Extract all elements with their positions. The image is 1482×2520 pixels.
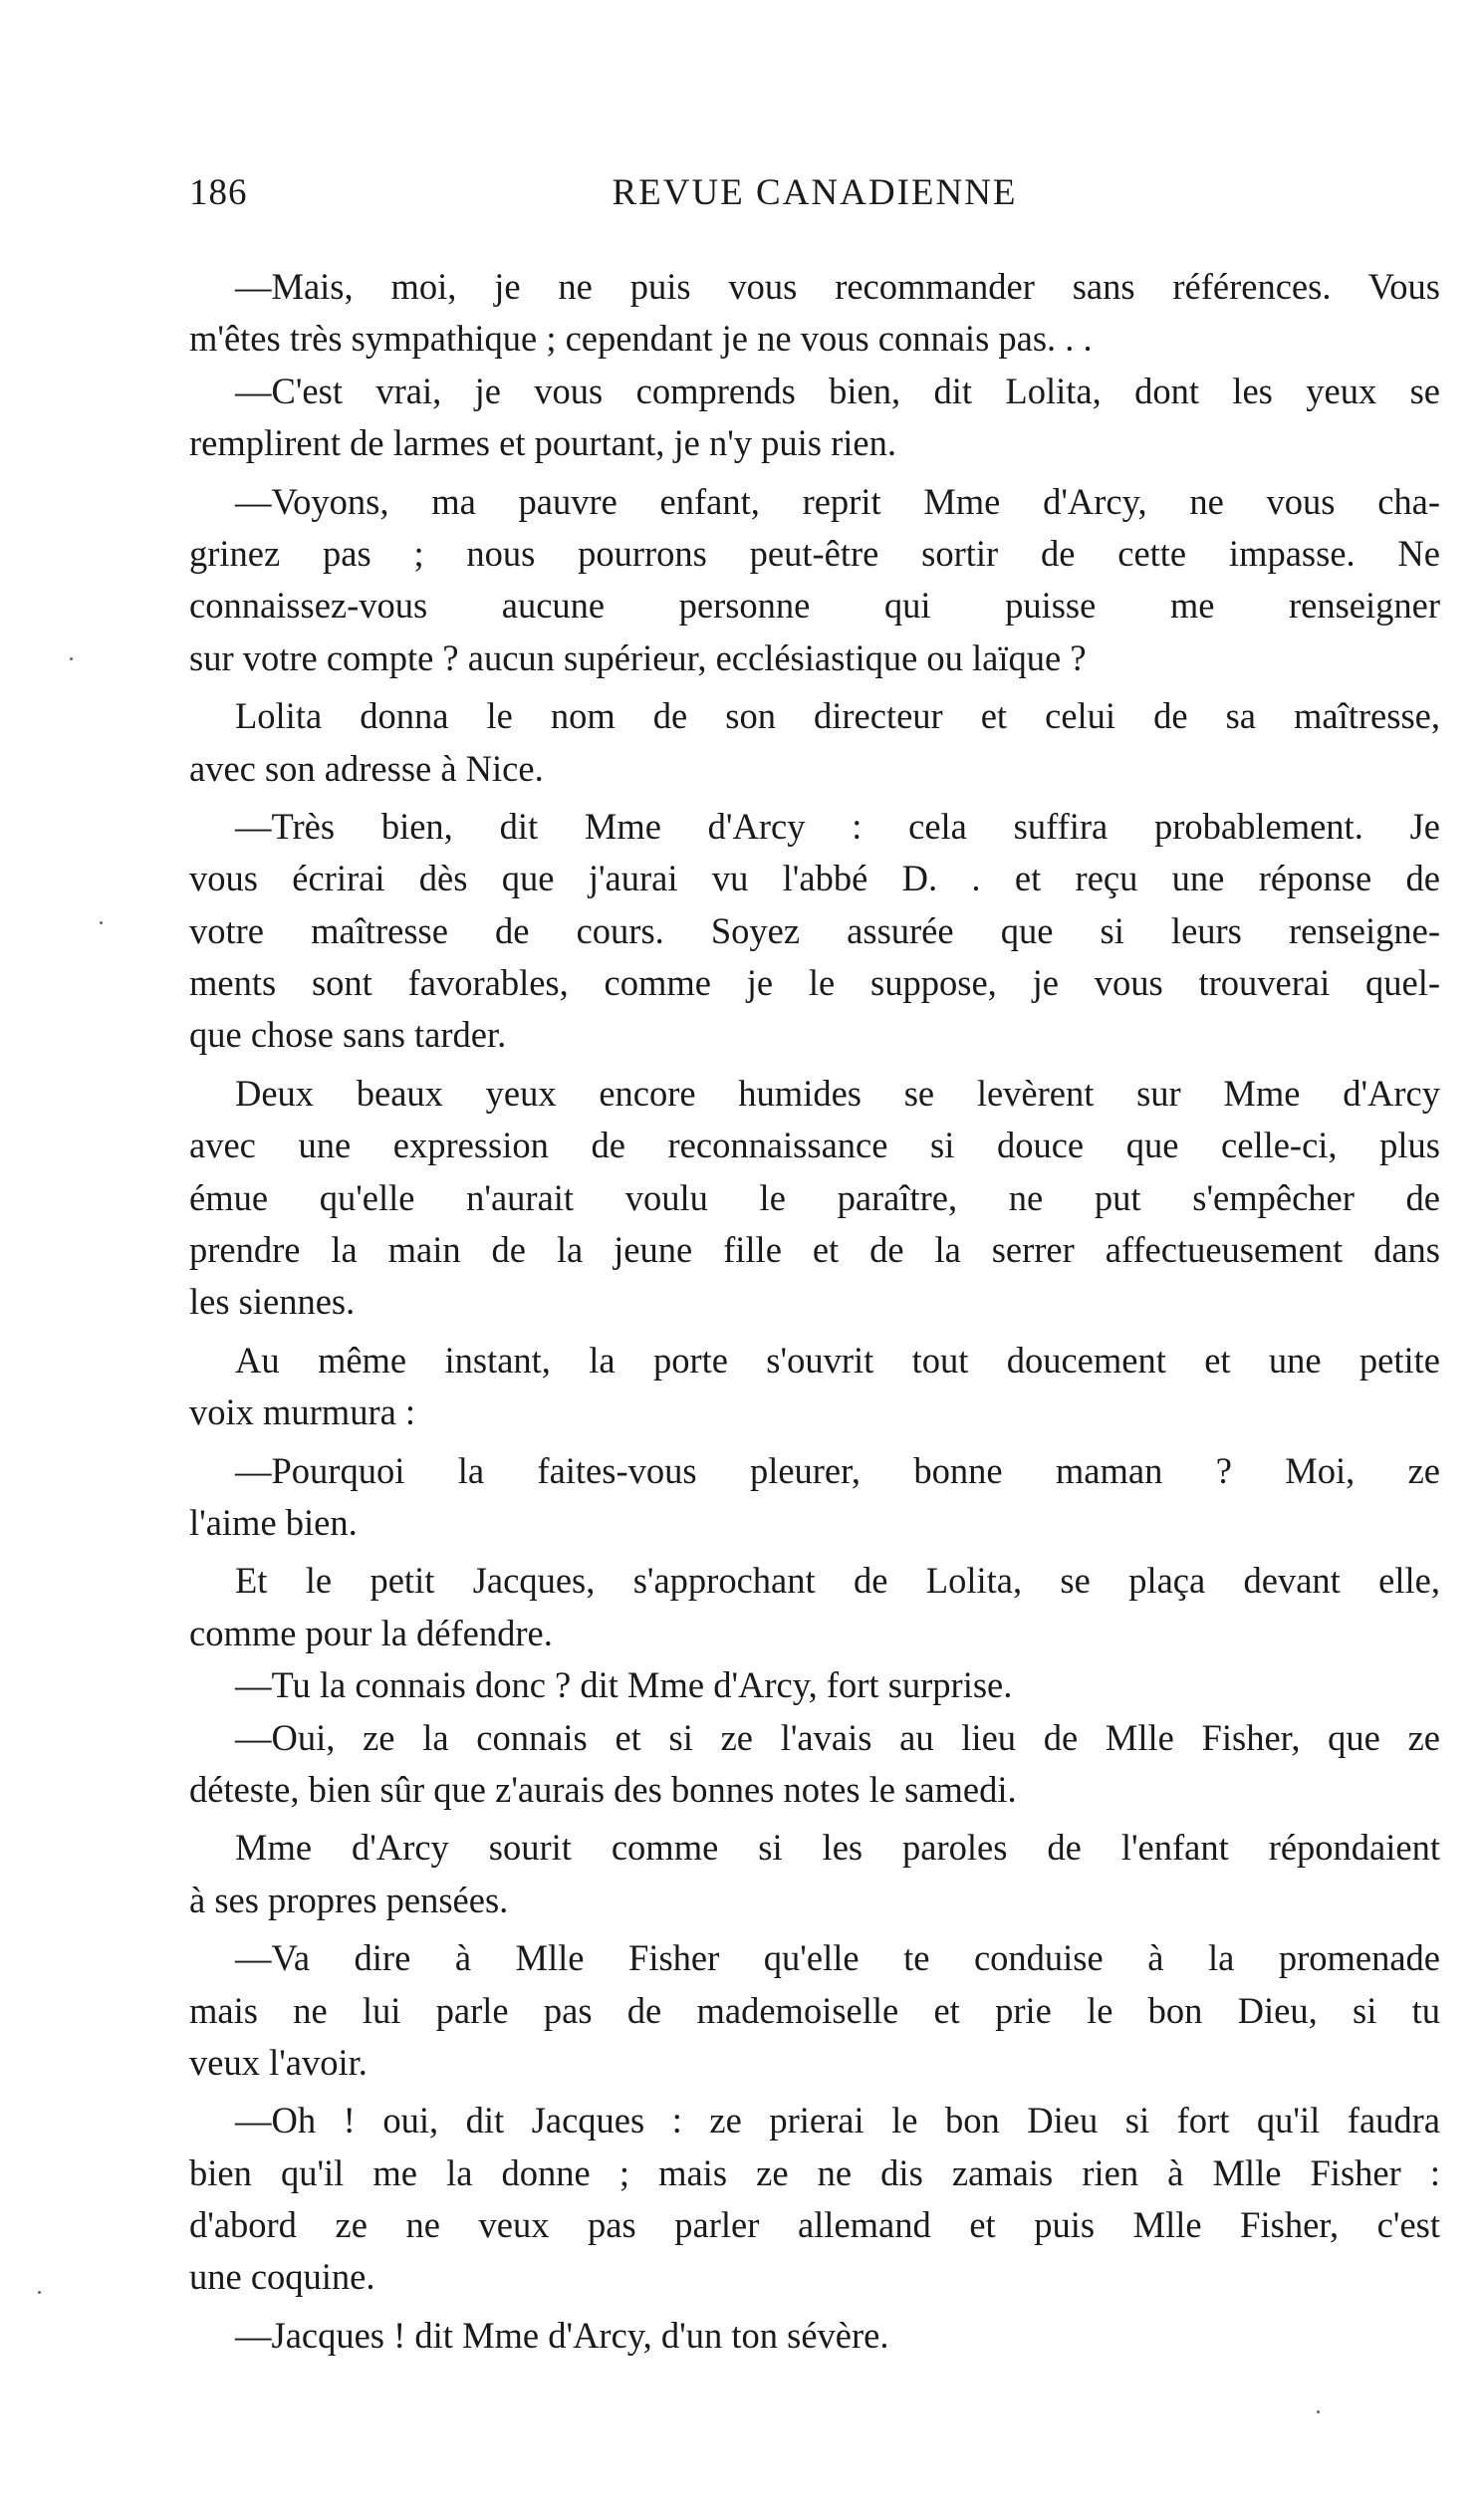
- page-number: 186: [189, 172, 248, 213]
- text-line: —Voyons, ma pauvre enfant, reprit Mme d'Arcy, ne vous cha-: [235, 480, 1440, 522]
- text-line: que chose sans tarder.: [189, 1014, 507, 1056]
- text-line: Lolita donna le nom de son directeur et celui de sa maîtresse,: [235, 695, 1440, 737]
- text-line: veux l'avoir.: [189, 2041, 368, 2083]
- text-line: Deux beaux yeux encore humides se levèrent sur Mme d'Arcy: [235, 1072, 1440, 1114]
- text-line: à ses propres pensées.: [189, 1879, 509, 1920]
- text-line: vous écrirai dès que j'aurai vu l'abbé D. . et reçu une réponse de: [189, 858, 1440, 899]
- text-line: sur votre compte ? aucun supérieur, ecclésiastique ou laïque ?: [189, 636, 1087, 678]
- text-line: bien qu'il me la donne ; mais ze ne dis zamais rien à Mlle Fisher :: [189, 2151, 1440, 2193]
- text-line: remplirent de larmes et pourtant, je n'y puis rien.: [189, 422, 897, 464]
- text-line: avec son adresse à Nice.: [189, 747, 544, 789]
- text-line: émue qu'elle n'aurait voulu le paraître, ne put s'empêcher de: [189, 1176, 1440, 1218]
- text-line: Au même instant, la porte s'ouvrit tout doucement et une petite: [235, 1339, 1440, 1381]
- text-line: ments sont favorables, comme je le suppose, je vous trouverai quel-: [189, 962, 1440, 1004]
- text-line: —Très bien, dit Mme d'Arcy : cela suffira probablement. Je: [235, 805, 1440, 847]
- text-line: —Mais, moi, je ne puis vous recommander sans références. Vous: [235, 266, 1440, 307]
- text-line: avec une expression de reconnaissance si douce que celle-ci, plus: [189, 1125, 1440, 1166]
- text-line: Et le petit Jacques, s'approchant de Lolita, se plaça devant elle,: [235, 1560, 1440, 1602]
- text-line: Mme d'Arcy sourit comme si les paroles de l'enfant répondaient: [235, 1827, 1440, 1869]
- paper-speck: [100, 921, 103, 924]
- text-line: —Oh ! oui, dit Jacques : ze prierai le bon Dieu si fort qu'il faudra: [235, 2100, 1440, 2142]
- text-line: —Va dire à Mlle Fisher qu'elle te conduise à la promenade: [235, 1937, 1440, 1979]
- text-line: grinez pas ; nous pourrons peut-être sortir de cette impasse. Ne: [189, 532, 1440, 574]
- text-line: —Pourquoi la faites-vous pleurer, bonne maman ? Moi, ze: [235, 1449, 1440, 1491]
- text-line: —Jacques ! dit Mme d'Arcy, d'un ton sévère.: [235, 2314, 889, 2356]
- journal-title: REVUE CANADIENNE: [612, 172, 1018, 213]
- text-line: —Oui, ze la connais et si ze l'avais au lieu de Mlle Fisher, que ze: [235, 1716, 1440, 1758]
- text-line: mais ne lui parle pas de mademoiselle et prie le bon Dieu, si tu: [189, 1989, 1440, 2031]
- text-line: votre maîtresse de cours. Soyez assurée que si leurs renseigne-: [189, 909, 1440, 951]
- text-line: —C'est vrai, je vous comprends bien, dit Lolita, dont les yeux se: [235, 370, 1440, 411]
- text-line: déteste, bien sûr que z'aurais des bonnes notes le samedi.: [189, 1768, 1017, 1810]
- text-line: d'abord ze ne veux pas parler allemand et puis Mlle Fisher, c'est: [189, 2204, 1440, 2246]
- paper-speck: [1317, 2410, 1320, 2413]
- text-line: une coquine.: [189, 2256, 375, 2298]
- text-line: connaissez-vous aucune personne qui puisse me renseigner: [189, 585, 1440, 627]
- text-line: m'êtes très sympathique ; cependant je ne vous connais pas. . .: [189, 318, 1093, 360]
- text-line: les siennes.: [189, 1281, 356, 1323]
- text-line: l'aime bien.: [189, 1501, 358, 1543]
- paper-speck: [70, 657, 73, 660]
- body-text: [189, 261, 1440, 2362]
- text-line: voix murmura :: [189, 1391, 416, 1433]
- text-line: prendre la main de la jeune fille et de la serrer affectueusement dans: [189, 1229, 1440, 1271]
- running-head: [189, 171, 1440, 221]
- paper-speck: [38, 2291, 41, 2294]
- text-line: comme pour la défendre.: [189, 1612, 553, 1653]
- text-line: —Tu la connais donc ? dit Mme d'Arcy, fort surprise.: [235, 1664, 1013, 1706]
